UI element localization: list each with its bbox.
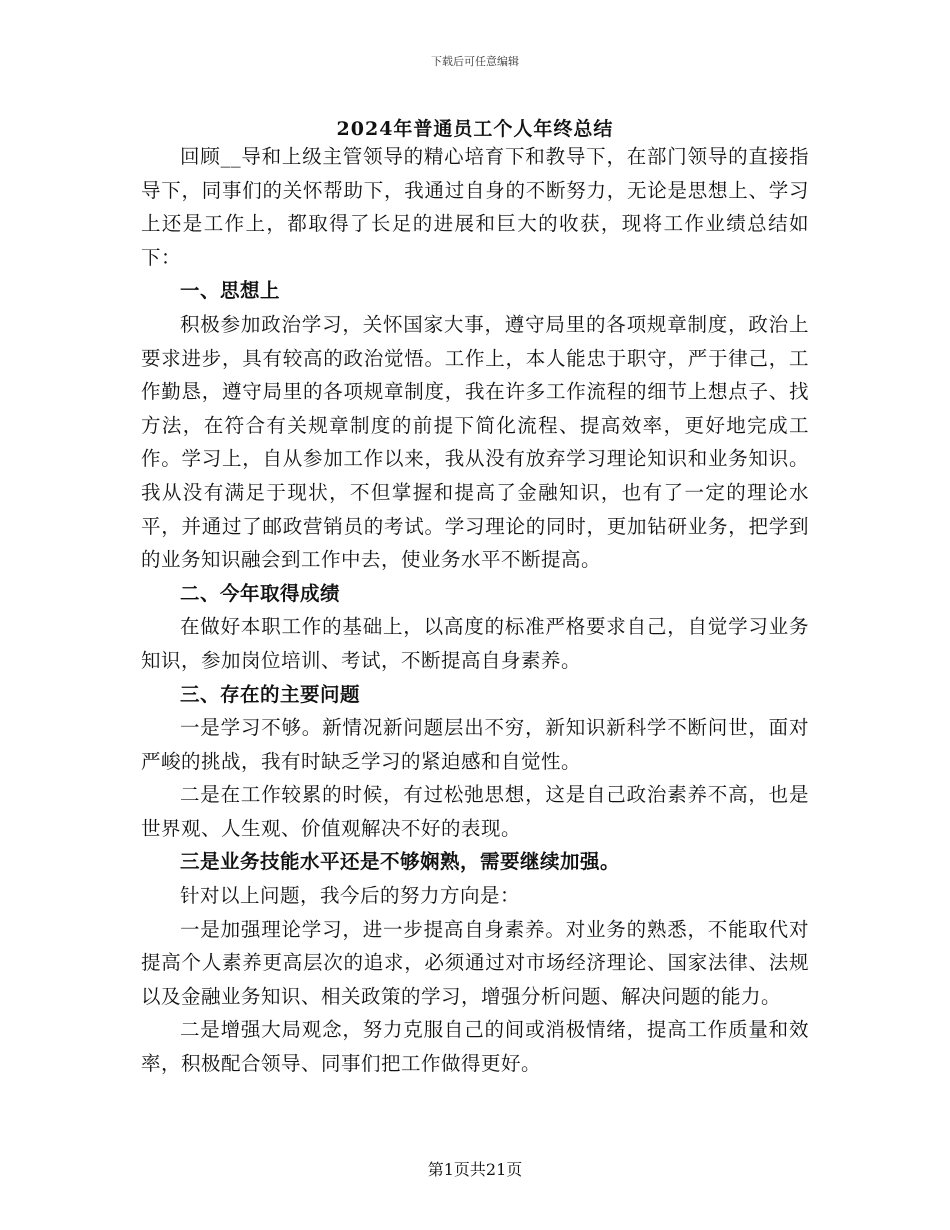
paragraph-direction-intro: 针对以上问题，我今后的努力方向是： xyxy=(180,884,521,908)
section-heading-problems: 三、存在的主要问题 xyxy=(180,682,361,706)
paragraph-intro: 回顾__导和上级主管领导的精心培育下和教导下，在部门领导的直接指导下，同事们的关怀帮助下，我通过自身的不断努力，无论是思想上、学习上还是工作上，都取得了长足的进展和巨大的收获，现将工作业绩总结如下： xyxy=(141,145,809,269)
paragraph-thought: 积极参加政治学习，关怀国家大事，遵守局里的各项规章制度，政治上要求进步，具有较高的政治觉悟。工作上，本人能忠于职守，严于律己，工作勤恳，遵守局里的各项规章制度，我在许多工作流程的细节上想点子、找方法，在符合有关规章制度的前提下简化流程、提高效率，更好地完成工作。学习上，自从参加工作以来，我从没有放弃学习理论知识和业务知识。我从没有满足于现状，不但掌握和提高了金融知识，也有了一定的理论水平，并通过了邮政营销员的考试。学习理论的同时，更加钻研业务，把学到的业务知识融会到工作中去，使业务水平不断提高。 xyxy=(141,312,809,572)
paragraph-direction-1: 一是加强理论学习，进一步提高自身素养。对业务的熟悉，不能取代对提高个人素养更高层次的追求，必须通过对市场经济理论、国家法律、法规以及金融业务知识、相关政策的学习，增强分析问题、解决问题的能力。 xyxy=(141,917,809,1008)
document-title: 2024年普通员工个人年终总结 xyxy=(336,118,614,140)
document-body xyxy=(141,140,809,1081)
paragraph-problem-3: 三是业务技能水平还是不够娴熟，需要继续加强。 xyxy=(180,850,621,874)
paragraph-achievements: 在做好本职工作的基础上，以高度的标准严格要求自己，自觉学习业务知识，参加岗位培训、考试，不断提高自身素养。 xyxy=(141,615,809,672)
paragraph-problem-1: 一是学习不够。新情况新问题层出不穷，新知识新科学不断问世，面对严峻的挑战，我有时缺乏学习的紧迫感和自觉性。 xyxy=(141,716,809,773)
page-number: 第1页共21页 xyxy=(427,1160,523,1179)
page-header-note: 下载后可任意编辑 xyxy=(431,55,519,68)
paragraph-direction-2: 二是增强大局观念，努力克服自己的间或消极情绪，提高工作质量和效率，积极配合领导、同事们把工作做得更好。 xyxy=(141,1018,809,1076)
section-heading-thought: 一、思想上 xyxy=(180,279,281,303)
section-heading-achievements: 二、今年取得成绩 xyxy=(180,581,341,605)
paragraph-problem-2: 二是在工作较累的时候，有过松弛思想，这是自己政治素养不高，也是世界观、人生观、价值观解决不好的表现。 xyxy=(141,783,809,840)
